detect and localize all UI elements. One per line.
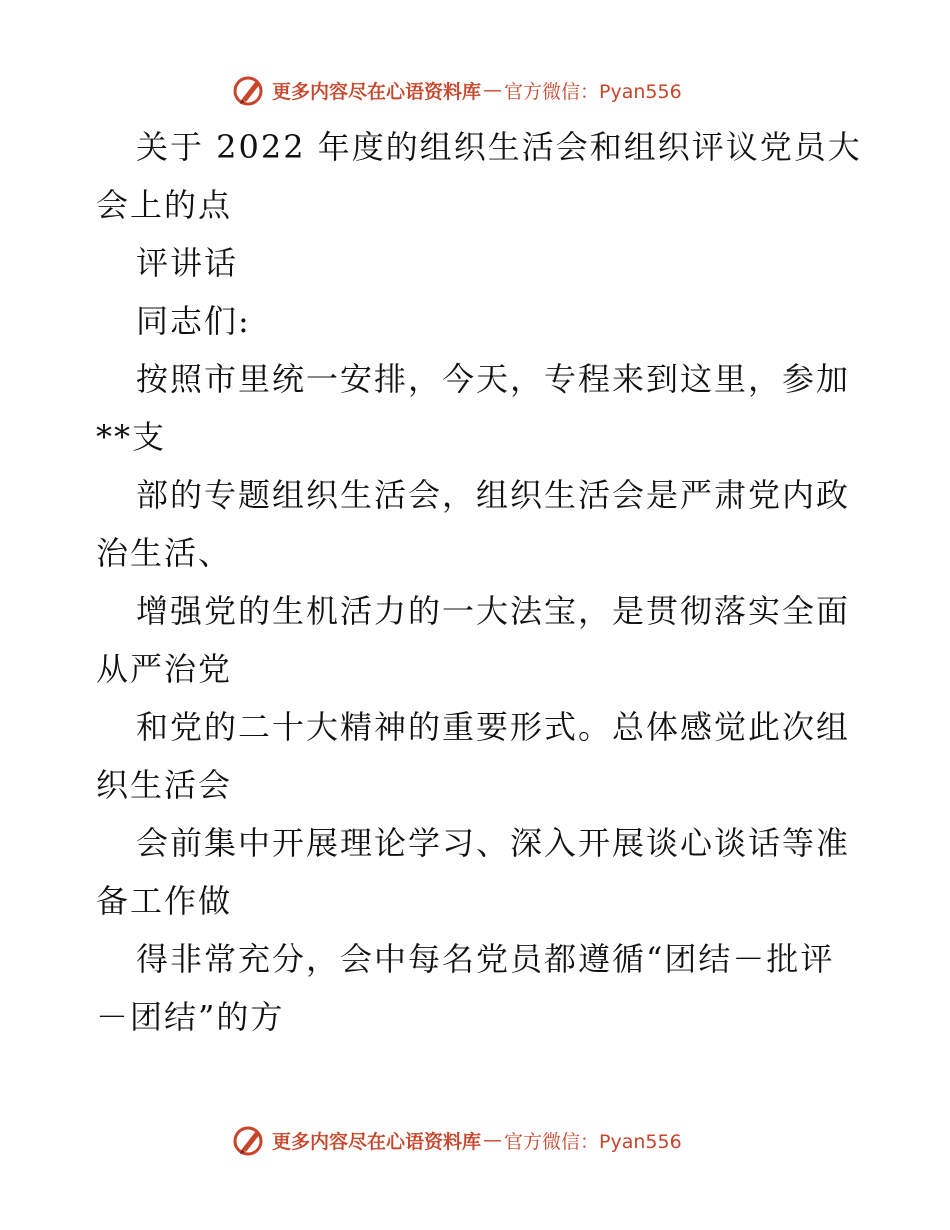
text-line: 评讲话 bbox=[136, 244, 239, 282]
watermark-site-text: 更多内容尽在心语资料库 bbox=[272, 1130, 482, 1153]
watermark-site-text: 更多内容尽在心语资料库 bbox=[272, 80, 482, 103]
pen-logo-icon bbox=[232, 73, 266, 107]
pen-logo-icon bbox=[232, 1123, 266, 1157]
text-line: 会前集中开展理论学习、深入开展谈心谈话等准 bbox=[136, 824, 851, 862]
watermark-wechat-text: 官方微信：Pyan556 bbox=[504, 1130, 682, 1153]
text-line: 备工作做 bbox=[96, 882, 233, 920]
document-body bbox=[96, 118, 862, 1046]
watermark-dash: — bbox=[483, 79, 503, 101]
text-line: 会上的点 bbox=[96, 186, 233, 224]
text-line: 增强党的生机活力的一大法宝，是贯彻落实全面 bbox=[136, 592, 851, 630]
text-line: 从严治党 bbox=[96, 650, 233, 688]
text-line: **支 bbox=[96, 418, 167, 456]
text-line: 和党的二十大精神的重要形式。总体感觉此次组 bbox=[136, 708, 851, 746]
text-line: 部的专题组织生活会，组织生活会是严肃党内政 bbox=[136, 476, 851, 514]
text-line: 得非常充分，会中每名党员都遵循“团结－批评 bbox=[136, 940, 835, 978]
text-line: 织生活会 bbox=[96, 766, 233, 804]
text-line: 关于 2022 年度的组织生活会和组织评议党员大 bbox=[136, 128, 862, 166]
watermark-wechat-text: 官方微信：Pyan556 bbox=[504, 80, 682, 103]
watermark-banner-bottom bbox=[232, 1120, 732, 1160]
watermark-dash: — bbox=[483, 1129, 503, 1151]
text-line: 同志们: bbox=[136, 302, 251, 340]
watermark-banner-top bbox=[232, 70, 732, 110]
text-line: －团结”的方 bbox=[96, 998, 285, 1036]
text-line: 治生活、 bbox=[96, 534, 233, 572]
text-line: 按照市里统一安排，今天，专程来到这里，参加 bbox=[136, 360, 851, 398]
